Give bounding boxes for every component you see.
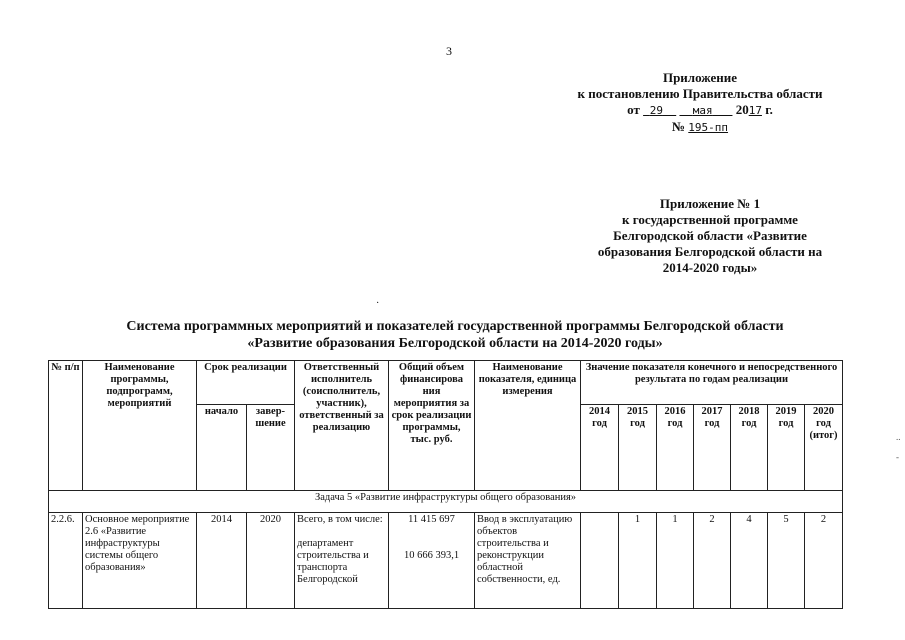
row-responsible (295, 513, 389, 609)
appendix-header-line2: к постановлению Правительства области (577, 86, 823, 101)
row-end: 2020 (247, 513, 295, 609)
header-year: 2015 год (619, 405, 657, 491)
row-value: 2 (694, 513, 731, 609)
appendix-1-line5: 2014-2020 годы» (662, 260, 758, 275)
header-name: Наименование программы, подпрограмм, мероприятий (83, 361, 197, 491)
header-end: завер-шение (247, 405, 295, 491)
row-value: 1 (619, 513, 657, 609)
document-title-line2: «Развитие образования Белгородской области на 2014-2020 годы» (247, 336, 663, 351)
task-row (49, 491, 843, 513)
row-value: 2 (805, 513, 843, 609)
row-value: 4 (731, 513, 768, 609)
header-year: 2020 год (итог) (805, 405, 843, 491)
date-suffix: г. (765, 102, 773, 117)
date-day: 29 (649, 104, 663, 117)
appendix-header-line1: Приложение (662, 70, 738, 85)
page-number: 3 (446, 44, 452, 58)
responsible-total: Всего, в том числе: (297, 514, 383, 525)
funding-total: 11 415 697 (408, 514, 455, 525)
responsible-department: департамент строительства и транспорта Белгородской (297, 538, 369, 585)
header-num: № п/п (49, 361, 83, 491)
appendix-1-line3: Белгородской области «Развитие (613, 228, 807, 243)
appendix-header-number (540, 119, 860, 136)
row-name: Основное мероприятие 2.6 «Развитие инфраструктуры системы общего образования» (83, 513, 197, 609)
document-title-line1: Система программных мероприятий и показателей государственной программы Белгородской области (126, 319, 784, 334)
document-title (60, 318, 850, 352)
scan-dot: · (376, 298, 380, 309)
header-indicator: Наименование показателя, единица измерения (475, 361, 581, 491)
row-num: 2.2.6. (49, 513, 83, 609)
date-month: мая (692, 104, 713, 117)
task-title: Задача 5 «Развитие инфраструктуры общего образования» (49, 491, 843, 513)
appendix-1-line1: Приложение № 1 (659, 196, 761, 211)
appendix-header (540, 70, 860, 136)
appendix-header-date (540, 102, 860, 119)
number-prefix: № (671, 119, 686, 134)
header-responsible: Ответственный исполнитель (соисполнитель, участник), ответственный за реализацию (295, 361, 389, 491)
date-year: 2017 (735, 102, 762, 117)
funding-department: 10 666 393,1 (403, 550, 460, 561)
header-year: 2014 год (581, 405, 619, 491)
header-year: 2016 год (657, 405, 694, 491)
row-value: 5 (768, 513, 805, 609)
appendix-1-line4: образования Белгородской области на (597, 244, 823, 259)
scan-mark: .. (896, 432, 901, 442)
scan-mark: - (896, 452, 899, 462)
program-table (48, 360, 843, 609)
row-value: 1 (657, 513, 694, 609)
header-values: Значение показателя конечного и непосредственного результата по годам реализации (581, 361, 843, 405)
header-start: начало (197, 405, 247, 491)
header-term: Срок реализации (197, 361, 295, 405)
row-indicator: Ввод в эксплуатацию объектов строительства и реконструкции областной собственности, ед. (475, 513, 581, 609)
date-prefix: от (627, 102, 640, 117)
table-row (49, 513, 843, 609)
appendix-1-block (560, 196, 860, 276)
header-year: 2018 год (731, 405, 768, 491)
table-header-row (49, 361, 843, 405)
row-funding (389, 513, 475, 609)
appendix-1-line2: к государственной программе (622, 212, 798, 227)
header-funding: Общий объем финансирова ния мероприятия за срок реализации программы, тыс. руб. (389, 361, 475, 491)
header-year: 2019 год (768, 405, 805, 491)
header-year: 2017 год (694, 405, 731, 491)
number-value: 195-пп (688, 121, 729, 134)
row-value (581, 513, 619, 609)
row-start: 2014 (197, 513, 247, 609)
